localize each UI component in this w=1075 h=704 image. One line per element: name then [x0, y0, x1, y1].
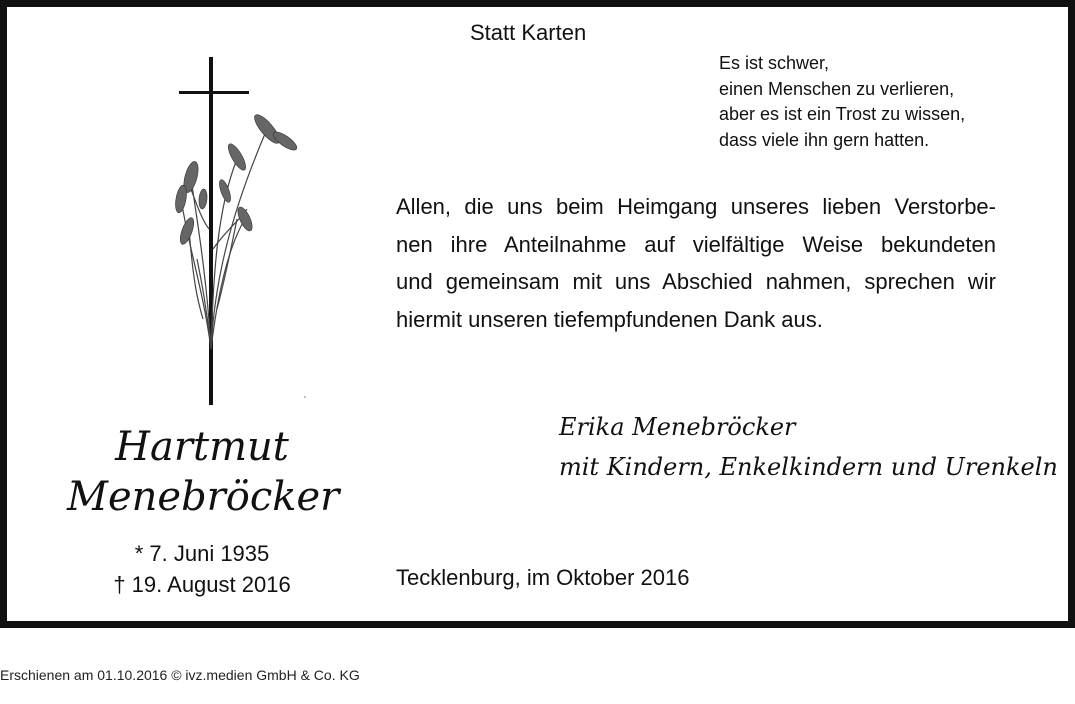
first-name: Hartmut [115, 424, 289, 470]
signature-line: mit Kindern, Enkelkindern und Urenkeln [559, 453, 1058, 481]
signature-line: Erika Menebröcker [559, 413, 796, 441]
poem-line: Es ist schwer, [719, 53, 830, 73]
message-line: Allen, die uns beim Heimgang unseres lieben Verstorbe- [396, 194, 996, 219]
poem-line: dass viele ihn gern hatten. [719, 129, 930, 150]
message-line: und gemeinsam mit uns Abschied nahmen, sprechen wir [396, 269, 996, 294]
poem-line: einen Menschen zu verlieren, [719, 78, 955, 99]
message-line: hiermit unseren tiefempfundenen Dank aus. [396, 306, 823, 332]
birth-date: * 7. Juni 1935 [134, 541, 270, 566]
signature [559, 407, 1058, 487]
statt-karten-heading: Statt Karten [470, 20, 587, 45]
thank-you-message [396, 188, 996, 338]
last-name: Menebröcker [67, 474, 340, 520]
poem-line: aber es ist ein Trost zu wissen, [719, 104, 966, 124]
publication-footer: Erschienen am 01.10.2016 © ivz.medien GmbH & Co. KG [0, 667, 360, 683]
place-and-date: Tecklenburg, im Oktober 2016 [396, 565, 690, 590]
death-date: † 19. August 2016 [113, 572, 291, 597]
poem [719, 51, 965, 153]
life-dates [67, 538, 337, 600]
deceased-name [67, 422, 340, 522]
message-line: nen ihre Anteilnahme auf vielfältige Weise bekundeten [396, 231, 996, 257]
cross-with-grain-icon [167, 49, 317, 409]
